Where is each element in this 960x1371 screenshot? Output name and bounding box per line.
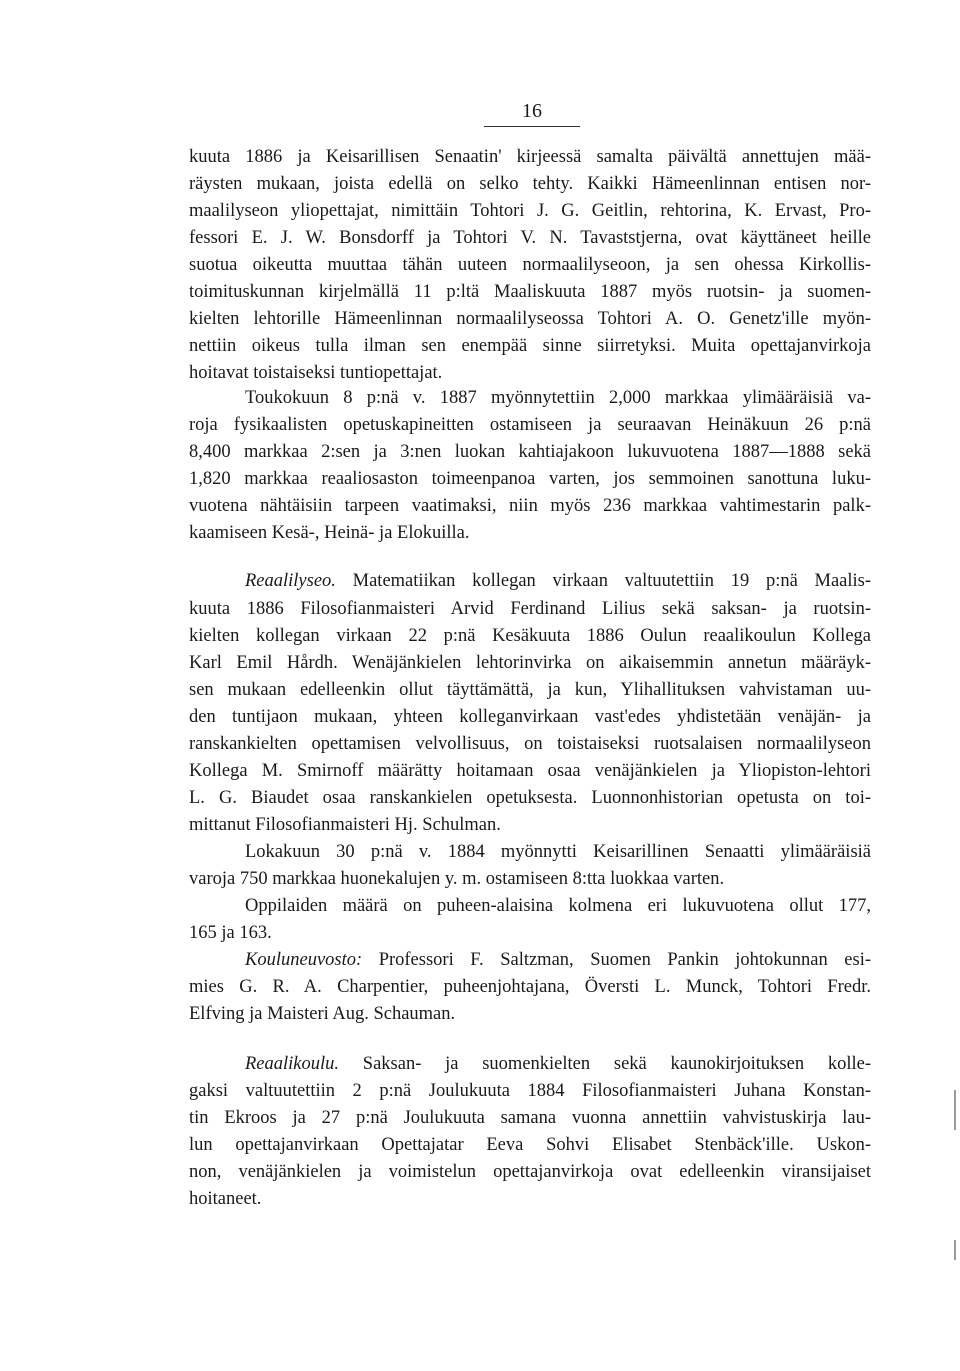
- text-line: hoitaneet.: [189, 1189, 262, 1209]
- text-line: sen mukaan edelleenkin ollut täyttämättä, ja kun, Ylihallituksen vahvistaman uu-: [189, 680, 871, 700]
- text-line: vuotena nähtäisiin tarpeen vaatimaksi, niin myös 236 markkaa vahtimestarin palk-: [189, 496, 871, 516]
- text-line: kielten lehtorille Hämeenlinnan normaalilyseossa Tohtori A. O. Genetz'ille myön-: [189, 309, 871, 329]
- text-line: non, venäjänkielen ja voimistelun opettajanvirkoja ovat edelleenkin viransijaiset: [189, 1162, 871, 1182]
- text-line: gaksi valtuutettiin 2 p:nä Joulukuuta 1884 Filosofianmaisteri Juhana Konstan-: [189, 1081, 871, 1101]
- text-line-continuation: Professori F. Saltzman, Suomen Pankin johtokunnan esi-: [378, 950, 872, 970]
- text-line: roja fysikaalisten opetuskapineitten ostamiseen ja seuraavan Heinäkuun 26 p:nä: [189, 415, 871, 435]
- text-line: fessori E. J. W. Bonsdorff ja Tohtori V. N. Tavaststjerna, ovat käyttäneet heille: [189, 228, 871, 248]
- text-line: mies G. R. A. Charpentier, puheenjohtajana, Översti L. Munck, Tohtori Fredr.: [189, 977, 871, 997]
- text-line: Elfving ja Maisteri Aug. Schauman.: [189, 1004, 456, 1024]
- text-line: hoitavat toistaiseksi tuntiopettajat.: [189, 363, 443, 383]
- text-line: Kollega M. Smirnoff määrätty hoitamaan osaa venäjänkielen ja Yliopiston-lehtori: [189, 761, 871, 781]
- text-line: [245, 568, 871, 594]
- text-line: Lokakuun 30 p:nä v. 1884 myönnytti Keisarillinen Senaatti ylimääräisiä: [245, 842, 871, 862]
- text-line: 1,820 markkaa reaaliosaston toimeenpanoa varten, jos semmoinen sanottuna luku-: [189, 469, 871, 489]
- text-line: toimituskunnan kirjelmällä 11 p:ltä Maaliskuuta 1887 myös ruotsin- ja suomen-: [189, 282, 871, 302]
- text-line: 165 ja 163.: [189, 923, 272, 943]
- text-line: mittanut Filosofianmaisteri Hj. Schulman.: [189, 815, 501, 835]
- text-line: tin Ekroos ja 27 p:nä Joulukuuta samana vuonna annettiin vahvistuskirja lau-: [189, 1108, 871, 1128]
- text-line: kuuta 1886 Filosofianmaisteri Arvid Ferdinand Lilius sekä saksan- ja ruotsin-: [189, 599, 871, 619]
- text-line-continuation: Matematiikan kollegan virkaan valtuutettiin 19 p:nä Maalis-: [352, 571, 872, 591]
- text-line: kuuta 1886 ja Keisarillisen Senaatin' kirjeessä samalta päivältä annettujen mää-: [189, 147, 871, 167]
- text-line: Oppilaiden määrä on puheen-alaisina kolmena eri lukuvuotena ollut 177,: [245, 896, 871, 916]
- scan-speck: [954, 1090, 956, 1130]
- text-line: [245, 947, 871, 973]
- page-number: 16: [484, 98, 580, 127]
- text-line: nettiin oikeus tulla ilman sen enempää sinne siirretyksi. Muita opettajanvirkoja: [189, 336, 871, 356]
- section-heading-reaalikoulu: Reaalikoulu.: [245, 1054, 340, 1074]
- text-line: [245, 1051, 871, 1077]
- text-line-continuation: Saksan- ja suomenkielten sekä kaunokirjoituksen kolle-: [362, 1054, 872, 1074]
- text-line: suotua oikeutta muuttaa tähän uuteen normaalilyseoon, ja sen ohessa Kirkollis-: [189, 255, 871, 275]
- text-line: maalilyseon yliopettajat, nimittäin Tohtori J. G. Geitlin, rehtorina, K. Ervast, Pro-: [189, 201, 871, 221]
- section-heading-reaalilyseo: Reaalilyseo.: [245, 571, 336, 591]
- text-line: 8,400 markkaa 2:sen ja 3:nen luokan kahtiajakoon lukuvuotena 1887—1888 sekä: [189, 442, 871, 462]
- section-heading-kouluneuvosto: Kouluneuvosto:: [245, 950, 363, 970]
- text-line: Karl Emil Hårdh. Wenäjänkielen lehtorinvirka on aikaisemmin annetun määräyk-: [189, 653, 871, 673]
- text-line: Toukokuun 8 p:nä v. 1887 myönnytettiin 2,000 markkaa ylimääräisiä va-: [245, 388, 871, 408]
- text-line: kaamiseen Kesä-, Heinä- ja Elokuilla.: [189, 523, 470, 543]
- text-line: lun opettajanvirkaan Opettajatar Eeva Sohvi Elisabet Stenbäck'ille. Uskon-: [189, 1135, 871, 1155]
- scan-speck: [954, 1240, 956, 1260]
- text-line: ranskankielten opettamisen velvollisuus, on toistaiseksi ruotsalaisen normaalilyseon: [189, 734, 871, 754]
- text-line: räysten mukaan, joista edellä on selko tehty. Kaikki Hämeenlinnan entisen nor-: [189, 174, 871, 194]
- text-line: kielten kollegan virkaan 22 p:nä Kesäkuuta 1886 Oulun reaalikoulun Kollega: [189, 626, 871, 646]
- text-line: L. G. Biaudet osaa ranskankielen opetuksesta. Luonnonhistorian opetusta on toi-: [189, 788, 871, 808]
- text-line: varoja 750 markkaa huonekalujen y. m. ostamiseen 8:tta luokkaa varten.: [189, 869, 725, 889]
- text-line: den tuntijaon mukaan, yhteen kolleganvirkaan vast'edes yhdistetään venäjän- ja: [189, 707, 871, 727]
